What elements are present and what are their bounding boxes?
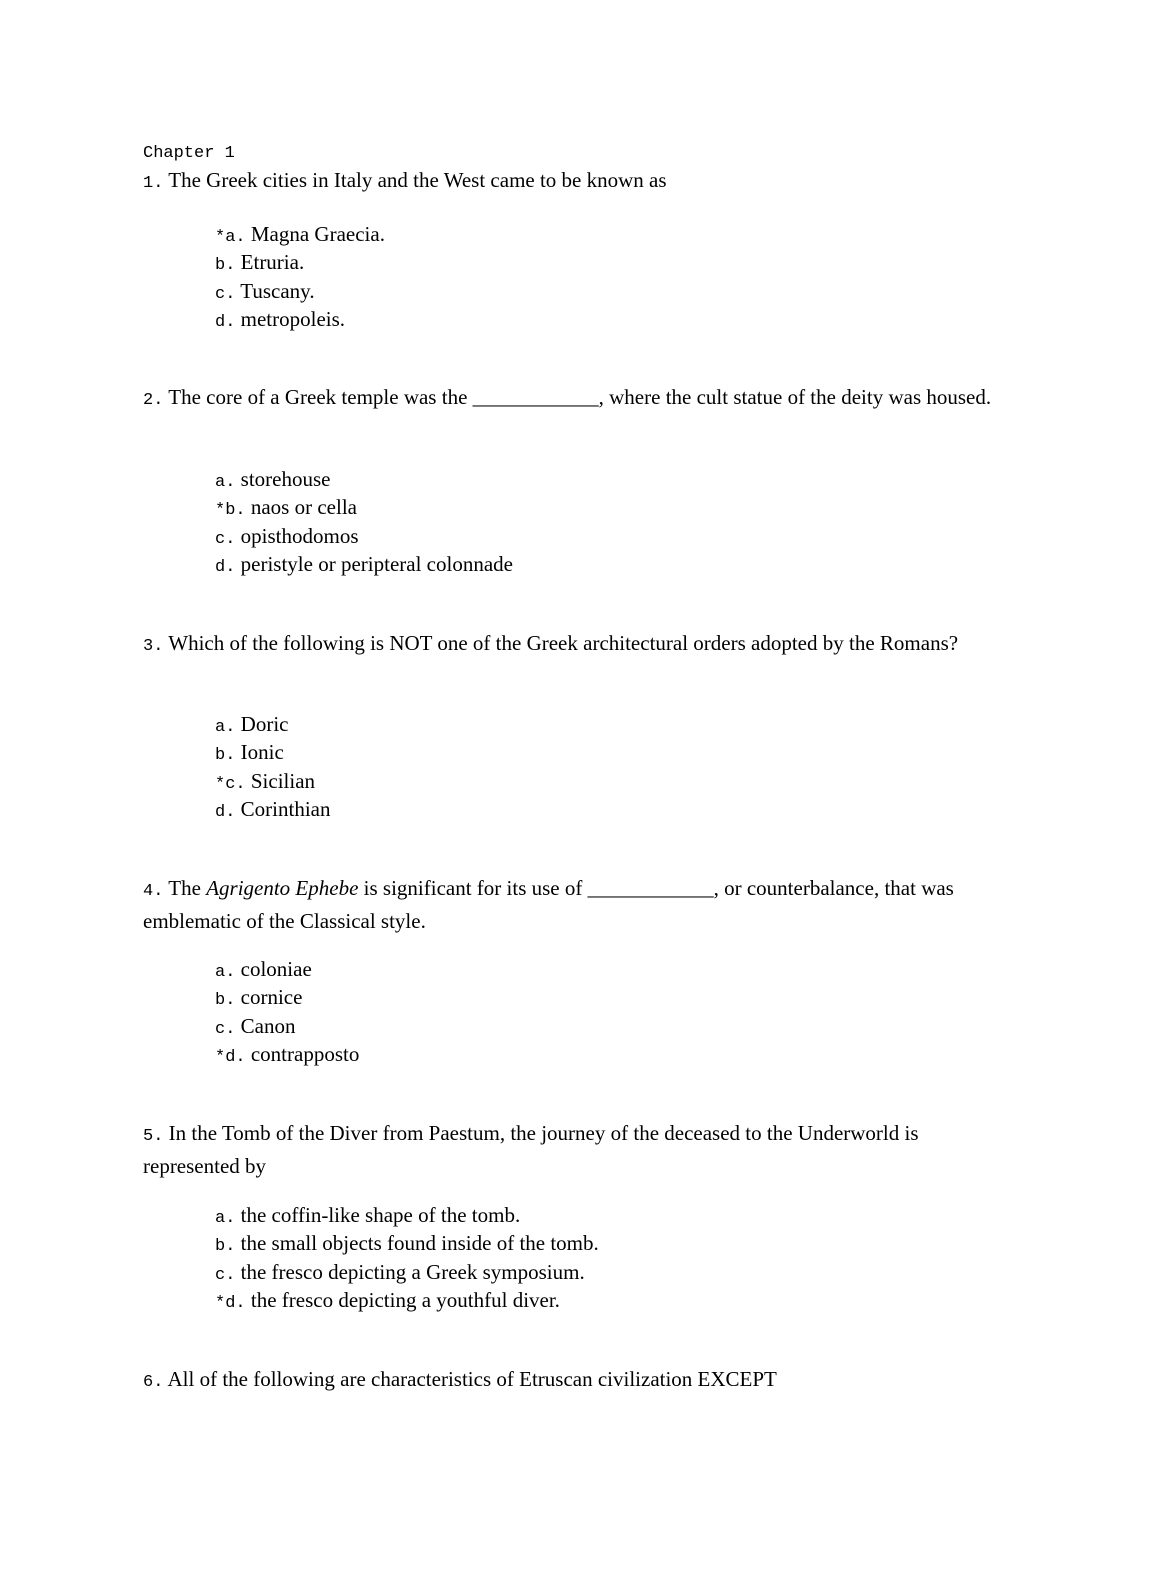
choice-letter: *c. — [215, 774, 246, 794]
choice-item — [215, 767, 330, 795]
choice-item — [215, 1286, 599, 1314]
question-6 — [143, 1365, 1013, 1398]
choice-item — [215, 795, 330, 823]
choice-text: naos or cella — [250, 495, 357, 520]
question-text: In the Tomb of the Diver from Paestum, the journey of the deceased to the Underworld is represented by — [143, 1121, 919, 1178]
choice-text: the coffin-like shape of the tomb. — [240, 1203, 521, 1227]
choice-item — [215, 710, 330, 738]
question-1 — [143, 166, 1013, 199]
choice-text: storehouse — [240, 467, 331, 491]
choice-letter: a. — [215, 473, 236, 492]
choice-item — [215, 1012, 359, 1040]
choice-item — [215, 550, 513, 578]
choices-q3 — [215, 710, 330, 823]
choice-text: Sicilian — [250, 768, 316, 793]
choice-item — [215, 305, 385, 333]
choice-text: the fresco depicting a youthful diver. — [250, 1287, 560, 1312]
question-number: 3. — [143, 637, 164, 656]
choice-letter: d. — [215, 802, 236, 822]
question-number: 5. — [143, 1127, 164, 1146]
choice-letter: a. — [215, 718, 236, 737]
choice-text: opisthodomos — [240, 523, 359, 548]
choice-letter: d. — [215, 312, 236, 332]
choice-text: peristyle or peripteral colonnade — [240, 551, 513, 576]
choice-text: metropoleis. — [240, 306, 346, 331]
choice-item — [215, 955, 359, 983]
choice-text: coloniae — [240, 957, 312, 981]
choice-item — [215, 465, 513, 493]
choice-letter: b. — [215, 991, 236, 1011]
question-text-after: is significant for its use of ____________, or counterbalance, that was emblematic of the Classical style. — [143, 876, 954, 933]
choice-letter: *d. — [215, 1047, 246, 1067]
choice-letter: *b. — [215, 501, 246, 521]
choice-item — [215, 983, 359, 1011]
choices-q5 — [215, 1201, 599, 1314]
choice-item — [215, 248, 385, 276]
choice-letter: b. — [215, 746, 236, 766]
choice-item — [215, 1258, 599, 1286]
choice-text: the small objects found inside of the tomb. — [240, 1231, 599, 1256]
question-number: 6. — [143, 1373, 164, 1392]
choice-text: Corinthian — [240, 796, 331, 821]
choice-item — [215, 1040, 359, 1068]
choice-letter: b. — [215, 1237, 236, 1257]
choice-text: Magna Graecia. — [250, 222, 385, 246]
question-number: 4. — [143, 882, 164, 901]
choice-letter: *a. — [215, 228, 246, 247]
question-4 — [143, 874, 1013, 935]
choice-item — [215, 220, 385, 248]
choice-letter: c. — [215, 529, 236, 549]
choice-item — [215, 738, 330, 766]
choice-text: the fresco depicting a Greek symposium. — [240, 1259, 585, 1284]
choice-text: cornice — [240, 985, 303, 1010]
choices-q1 — [215, 220, 385, 333]
choice-letter: c. — [215, 1265, 236, 1285]
choices-q2 — [215, 465, 513, 578]
choice-text: Tuscany. — [240, 278, 315, 303]
question-text: The core of a Greek temple was the ____________, where the cult statue of the deity was housed. — [168, 385, 992, 409]
choice-letter: c. — [215, 284, 236, 304]
choices-q4 — [215, 955, 359, 1068]
choice-letter: a. — [215, 1209, 236, 1228]
choice-letter: c. — [215, 1019, 236, 1039]
question-text: All of the following are characteristics of Etruscan civilization EXCEPT — [167, 1367, 777, 1391]
question-3 — [143, 629, 1013, 662]
question-text: Which of the following is NOT one of the Greek architectural orders adopted by the Romans? — [168, 631, 959, 655]
question-text-italic: Agrigento Ephebe — [206, 876, 359, 900]
question-number: 2. — [143, 391, 164, 410]
choice-text: contrapposto — [250, 1041, 360, 1066]
choice-item — [215, 522, 513, 550]
chapter-heading: Chapter 1 — [143, 144, 235, 163]
choice-letter: b. — [215, 256, 236, 276]
question-text-before: The — [168, 876, 207, 900]
question-text: The Greek cities in Italy and the West came to be known as — [168, 168, 667, 192]
question-2 — [143, 383, 1013, 416]
choice-text: Ionic — [240, 740, 284, 765]
question-number: 1. — [143, 174, 164, 193]
choice-item — [215, 1201, 599, 1229]
choice-text: Canon — [240, 1013, 296, 1038]
choice-item — [215, 1229, 599, 1257]
choice-text: Doric — [240, 712, 289, 736]
choice-letter: *d. — [215, 1293, 246, 1313]
question-5 — [143, 1119, 1013, 1180]
choice-letter: d. — [215, 557, 236, 577]
choice-text: Etruria. — [240, 250, 305, 275]
choice-item — [215, 277, 385, 305]
choice-item — [215, 493, 513, 521]
choice-letter: a. — [215, 963, 236, 982]
